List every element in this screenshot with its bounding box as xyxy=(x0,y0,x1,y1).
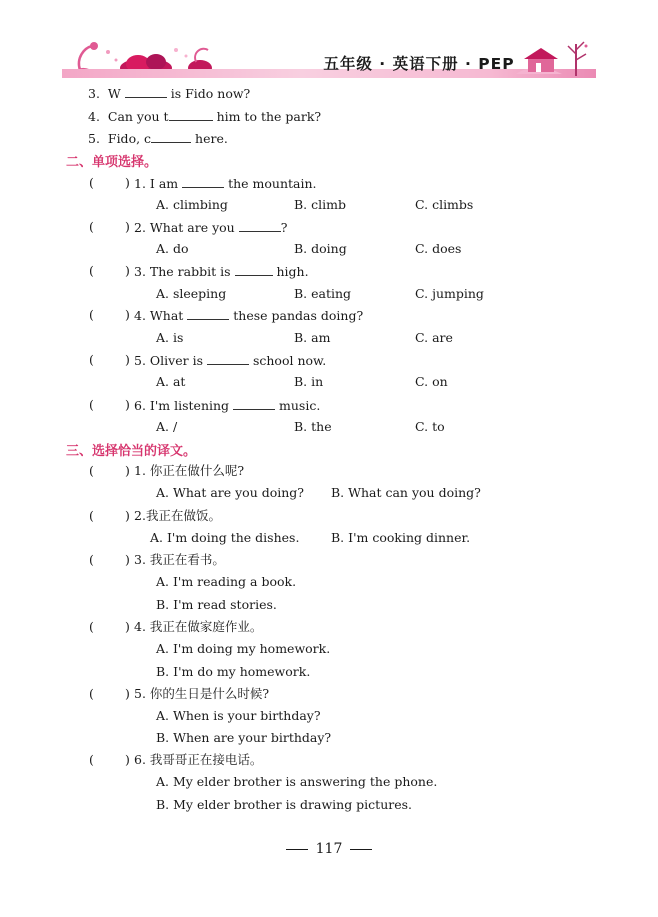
answer-paren-open: ( xyxy=(89,352,94,367)
answer-paren-open: ( xyxy=(89,307,94,322)
answer-paren-open: ( xyxy=(89,619,94,634)
option-c[interactable]: C. to xyxy=(415,419,445,434)
option-b[interactable]: B. eating xyxy=(294,286,352,301)
header-title: 五年级 · 英语下册 · PEP xyxy=(323,55,515,73)
fill-item-4: 4. Can you t him to the park? xyxy=(88,109,322,124)
question-3-3: 3. 我正在看书。 xyxy=(134,552,225,567)
page-number-dash-left xyxy=(286,849,308,850)
answer-blank[interactable] xyxy=(233,397,275,410)
answer-paren-open: ( xyxy=(89,463,94,478)
answer-paren-open: ( xyxy=(89,397,94,412)
question-2-4: 4. What these pandas doing? xyxy=(134,308,364,323)
question-3-5: 5. 你的生日是什么时候? xyxy=(134,686,270,701)
answer-blank[interactable] xyxy=(239,219,281,232)
answer-paren-close: ) xyxy=(125,175,130,190)
option-b[interactable]: B. the xyxy=(294,419,332,434)
fill-item-3: 3. W is Fido now? xyxy=(88,86,251,101)
option-b[interactable]: B. I'm do my homework. xyxy=(156,664,311,679)
section-2-title: 二、单项选择。 xyxy=(66,155,158,170)
question-3-2: 2.我正在做饭。 xyxy=(134,508,221,523)
question-3-4: 4. 我正在做家庭作业。 xyxy=(134,619,263,634)
answer-paren-close: ) xyxy=(125,307,130,322)
question-2-5: 5. Oliver is school now. xyxy=(134,353,327,368)
option-a[interactable]: A. My elder brother is answering the phone. xyxy=(156,774,438,789)
option-a[interactable]: A. climbing xyxy=(156,197,228,212)
option-a[interactable]: A. I'm reading a book. xyxy=(156,574,297,589)
option-a[interactable]: A. I'm doing the dishes. xyxy=(150,530,300,545)
answer-blank[interactable] xyxy=(182,175,224,188)
question-3-6: 6. 我哥哥正在接电话。 xyxy=(134,752,263,767)
answer-paren-close: ) xyxy=(125,686,130,701)
page-number xyxy=(0,841,658,857)
option-a[interactable]: A. do xyxy=(156,241,189,256)
option-c[interactable]: C. does xyxy=(415,241,462,256)
option-a[interactable]: A. What are you doing? xyxy=(156,485,305,500)
section-3-title: 三、选择恰当的译文。 xyxy=(66,444,197,459)
option-b[interactable]: B. My elder brother is drawing pictures. xyxy=(156,797,413,812)
answer-paren-close: ) xyxy=(125,263,130,278)
option-b[interactable]: B. in xyxy=(294,374,324,389)
answer-blank[interactable] xyxy=(187,307,229,320)
answer-blank[interactable] xyxy=(235,263,273,276)
answer-blank[interactable] xyxy=(207,352,249,365)
answer-paren-open: ( xyxy=(89,552,94,567)
answer-paren-open: ( xyxy=(89,219,94,234)
answer-blank[interactable] xyxy=(169,108,213,121)
option-b[interactable]: B. climb xyxy=(294,197,346,212)
option-a[interactable]: A. When is your birthday? xyxy=(156,708,321,723)
option-a[interactable]: A. at xyxy=(156,374,186,389)
answer-blank[interactable] xyxy=(151,130,191,143)
option-c[interactable]: C. on xyxy=(415,374,448,389)
option-b[interactable]: B. I'm cooking dinner. xyxy=(331,530,471,545)
page-number-dash-right xyxy=(350,849,372,850)
answer-paren-close: ) xyxy=(125,463,130,478)
answer-paren-open: ( xyxy=(89,175,94,190)
option-b[interactable]: B. What can you doing? xyxy=(331,485,481,500)
option-a[interactable]: A. sleeping xyxy=(156,286,227,301)
answer-paren-open: ( xyxy=(89,508,94,523)
question-2-1: 1. I am the mountain. xyxy=(134,176,317,191)
option-c[interactable]: C. jumping xyxy=(415,286,484,301)
page-header xyxy=(62,36,596,80)
option-b[interactable]: B. I'm read stories. xyxy=(156,597,277,612)
answer-blank[interactable] xyxy=(125,85,167,98)
answer-paren-open: ( xyxy=(89,263,94,278)
fill-item-5: 5. Fido, c here. xyxy=(88,131,228,146)
option-a[interactable]: A. I'm doing my homework. xyxy=(156,641,331,656)
option-a[interactable]: A. is xyxy=(156,330,184,345)
answer-paren-close: ) xyxy=(125,508,130,523)
answer-paren-open: ( xyxy=(89,752,94,767)
answer-paren-close: ) xyxy=(125,619,130,634)
house-tree-decoration-icon xyxy=(506,36,596,80)
option-b[interactable]: B. doing xyxy=(294,241,347,256)
option-c[interactable]: C. are xyxy=(415,330,453,345)
option-b[interactable]: B. When are your birthday? xyxy=(156,730,332,745)
answer-paren-close: ) xyxy=(125,552,130,567)
option-a[interactable]: A. / xyxy=(156,419,178,434)
answer-paren-close: ) xyxy=(125,752,130,767)
question-3-1: 1. 你正在做什么呢? xyxy=(134,463,245,478)
answer-paren-close: ) xyxy=(125,352,130,367)
answer-paren-close: ) xyxy=(125,219,130,234)
question-2-6: 6. I'm listening music. xyxy=(134,398,321,413)
option-b[interactable]: B. am xyxy=(294,330,331,345)
answer-paren-open: ( xyxy=(89,686,94,701)
page-number-value: 117 xyxy=(315,841,343,857)
question-2-2: 2. What are you ? xyxy=(134,220,288,235)
question-2-3: 3. The rabbit is high. xyxy=(134,264,309,279)
answer-paren-close: ) xyxy=(125,397,130,412)
option-c[interactable]: C. climbs xyxy=(415,197,474,212)
